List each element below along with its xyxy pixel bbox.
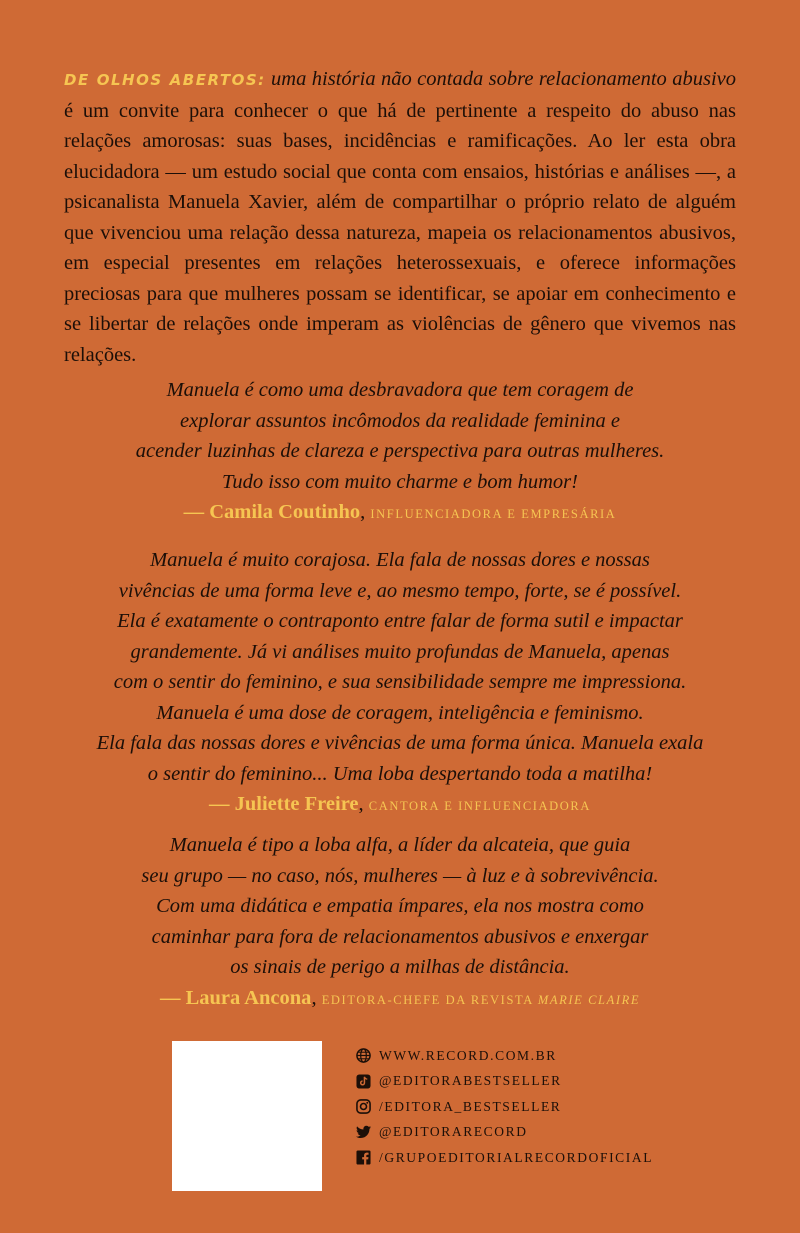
quote-line: explorar assuntos incômodos da realidade feminina e [180,409,620,432]
social-link-text: /EDITORA_BESTSELLER [379,1098,562,1114]
quote-attribution [60,983,740,1016]
testimonial-juliette [60,545,740,822]
attribution-role: CANTORA E INFLUENCIADORA [368,799,591,813]
quote-line: os sinais de perigo a milhas de distância. [230,956,570,978]
quote-line: Manuela é tipo a loba alfa, a líder da alcateia, que guia [169,834,631,856]
facebook-icon [356,1150,371,1165]
quote-line: Manuela é como uma desbravadora que tem coragem de [166,379,634,401]
attribution-name: Laura Ancona [185,986,312,1009]
attribution-separator: , [311,986,322,1009]
book-subtitle: uma história não contada sobre relacionamento abusivo [265,68,736,90]
social-link-text: WWW.RECORD.COM.BR [379,1047,557,1063]
attribution-role: EDITORA-CHEFE DA REVISTA [321,992,538,1007]
quote-line: o sentir do feminino... Uma loba despertando toda a matilha! [147,762,653,785]
book-title-caps: DE OLHOS ABERTOS: [64,71,266,89]
social-link-facebook[interactable] [356,1145,653,1171]
quote-line: Ela fala das nossas dores e vivências de uma forma única. Manuela exala [96,732,704,754]
social-link-text: @EDITORABESTSELLER [379,1073,562,1089]
quote-line: Tudo isso com muito charme e bom humor! [222,470,578,493]
quote-line: Com uma didática e empatia ímpares, ela nos mostra como [156,895,644,917]
social-link-website[interactable] [356,1043,653,1069]
quote-line: acender luzinhas de clareza e perspectiva para outras mulheres. [135,440,665,462]
social-link-text: @EDITORARECORD [379,1124,528,1140]
barcode-placeholder [172,1041,322,1191]
social-link-text: /GRUPOEDITORIALRECORDOFICIAL [379,1149,654,1165]
instagram-icon [356,1099,371,1114]
testimonial-camila [60,375,740,530]
attribution-magazine: MARIE CLAIRE [537,992,641,1007]
attribution-dash: — [209,793,235,815]
quote-line: Manuela é uma dose de coragem, inteligência e feminismo. [156,701,644,724]
quote-line: vivências de uma forma leve e, ao mesmo tempo, forte, se é possível. [118,579,682,602]
attribution-dash: — [159,986,186,1009]
quote-line: grandemente. Já vi análises muito profundas de Manuela, apenas [130,640,670,663]
attribution-name: Juliette Freire [234,793,359,815]
social-link-twitter[interactable] [356,1120,653,1146]
social-links [356,1043,653,1171]
attribution-separator: , [358,793,369,815]
attribution-name: Camila Coutinho [209,501,361,523]
globe-icon [356,1048,371,1063]
attribution-dash: — [183,501,210,523]
quote-line: com o sentir do feminino, e sua sensibilidade sempre me impressiona. [113,671,687,693]
quote-line: Manuela é muito corajosa. Ela fala de nossas dores e nossas [150,549,650,571]
quote-attribution [60,497,740,530]
quote-line: Ela é exatamente o contraponto entre falar de forma sutil e impactar [117,610,683,632]
attribution-separator: , [360,501,371,523]
testimonial-laura [60,830,740,1015]
social-link-tiktok[interactable] [356,1069,653,1095]
book-description [64,64,736,370]
description-body: é um convite para conhecer o que há de pertinente a respeito do abuso nas relações amorosas: suas bases, incidências e ramificações. Ao ler esta obra elucidadora — um estudo social que conta com ensaios, histórias e análises —, a psicanalista Manuela Xavier, além de compartilhar o próprio relato de alguém que vivenciou uma relação dessa natureza, mapeia os relacionamentos abusivos, em especial presentes em relações heterossexuais, e oferece informações preciosas para que mulheres possam se identificar, se apoiar em conhecimento e se libertar de relações onde imperam as violências de gênero que vivemos nas relações. [64,99,736,366]
twitter-icon [356,1125,371,1140]
quote-line: seu grupo — no caso, nós, mulheres — à luz e à sobrevivência. [141,864,659,887]
social-link-instagram[interactable] [356,1094,653,1120]
tiktok-icon [356,1074,371,1089]
attribution-role: INFLUENCIADORA E EMPRESÁRIA [370,507,617,521]
quote-attribution [60,789,740,822]
quote-line: caminhar para fora de relacionamentos abusivos e enxergar [151,925,649,948]
